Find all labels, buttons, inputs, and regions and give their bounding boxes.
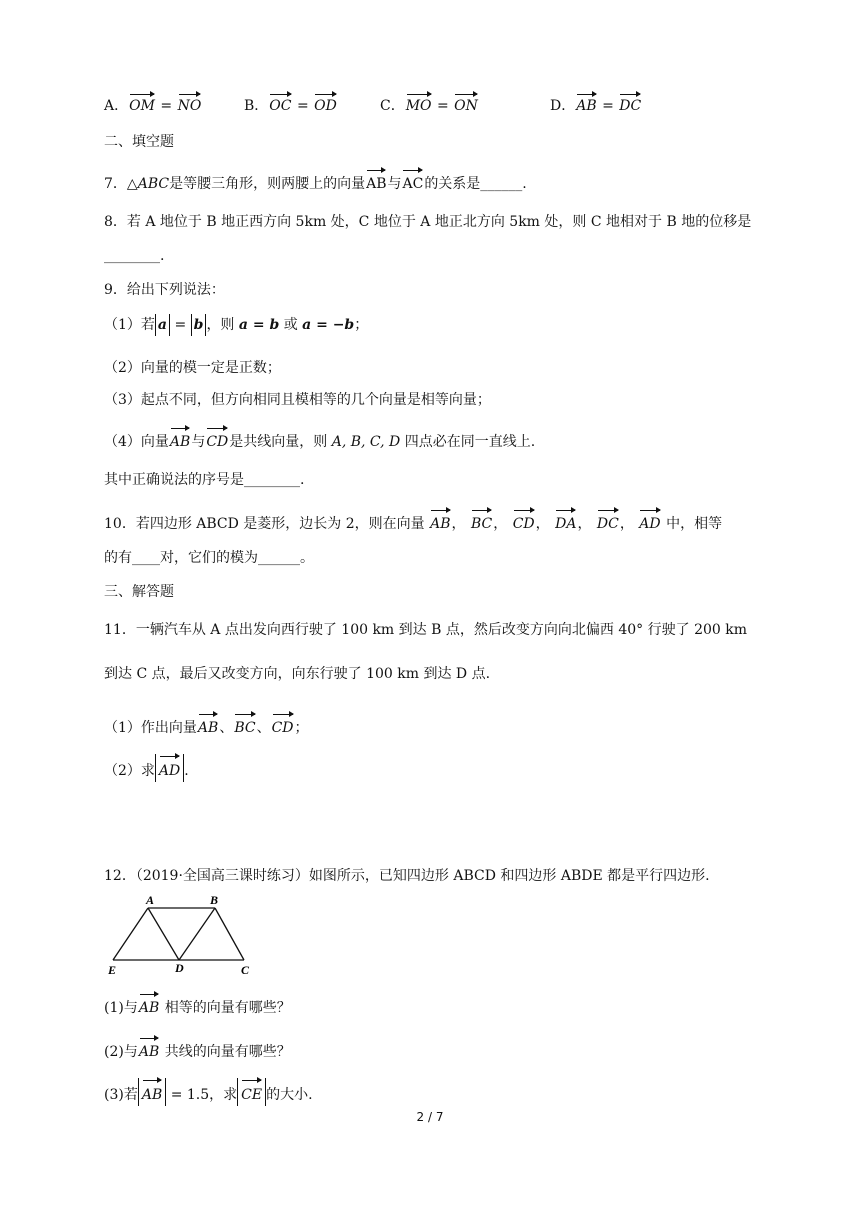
question-9-answer: 其中正确说法的序号是________. xyxy=(104,472,305,488)
point-label-c: C xyxy=(241,963,250,977)
section-heading-solve: 三、解答题 xyxy=(104,584,174,600)
point-label-e: E xyxy=(108,963,117,977)
question-9-statement-2: （2）向量的模一定是正数； xyxy=(104,360,281,376)
point-label-d: D xyxy=(175,961,184,975)
question-9-statement-3: （3）起点不同，但方向相同且模相等的几个向量是相等向量； xyxy=(104,392,491,408)
question-9-statement-1: （1）若 a = b ，则 a = b 或 a = −b； xyxy=(104,314,368,336)
question-11-line-2: 到达 C 点，最后又改变方向，向东行驶了 100 km 到达 D 点. xyxy=(104,666,491,682)
parallelogram-figure xyxy=(104,892,264,978)
question-11-part-1: （1）作出向量AB、BC、CD； xyxy=(104,712,309,738)
question-10-line-2: 的有____对，它们的模为______。 xyxy=(104,550,314,566)
question-8: 8．若 A 地位于 B 地正西方向 5km 处，C 地位于 A 地正北方向 5km 处，则 C 地相对于 B 地的位移是 xyxy=(104,214,752,230)
question-9-intro: 9．给出下列说法： xyxy=(104,282,225,298)
question-11-line-1: 11．一辆汽车从 A 点出发向西行驶了 100 km 到达 B 点，然后改变方向向北偏西 40° 行驶了 200 km xyxy=(104,622,747,638)
question-9-statement-4: （4）向量AB与CD是共线向量，则 A, B, C, D 四点必在同一直线上. xyxy=(104,426,535,452)
question-7: 7．△ABC是等腰三角形，则两腰上的向量AB与AC的关系是______. xyxy=(104,168,527,194)
question-12-part-2: (2)与AB 共线的向量有哪些？ xyxy=(104,1036,291,1062)
option-b: B．OC = OD xyxy=(244,92,338,115)
question-12-part-3: (3)若 AB = 1.5，求 CE 的大小. xyxy=(104,1078,313,1106)
question-8-blank: ________. xyxy=(104,248,165,264)
point-label-a: A xyxy=(146,893,155,907)
question-10: 10．若四边形 ABCD 是菱形，边长为 2，则在向量 AB， BC， CD， DA， DC， AD 中，相等 xyxy=(104,508,722,534)
question-11-part-2: （2）求 AD . xyxy=(104,754,189,782)
option-d: D．AB = DC xyxy=(550,92,642,115)
question-12-intro: 12．（2019·全国高三课时练习）如图所示，已知四边形 ABCD 和四边形 ABDE 都是平行四边形. xyxy=(104,868,710,884)
section-heading-fill-blank: 二、填空题 xyxy=(104,134,174,150)
point-label-b: B xyxy=(210,893,219,907)
option-c: C．MO = ON xyxy=(380,92,479,115)
option-a: A．OM = NO xyxy=(104,92,202,115)
page-number: 2 / 7 xyxy=(416,1110,444,1124)
question-12-part-1: (1)与AB 相等的向量有哪些？ xyxy=(104,992,291,1018)
